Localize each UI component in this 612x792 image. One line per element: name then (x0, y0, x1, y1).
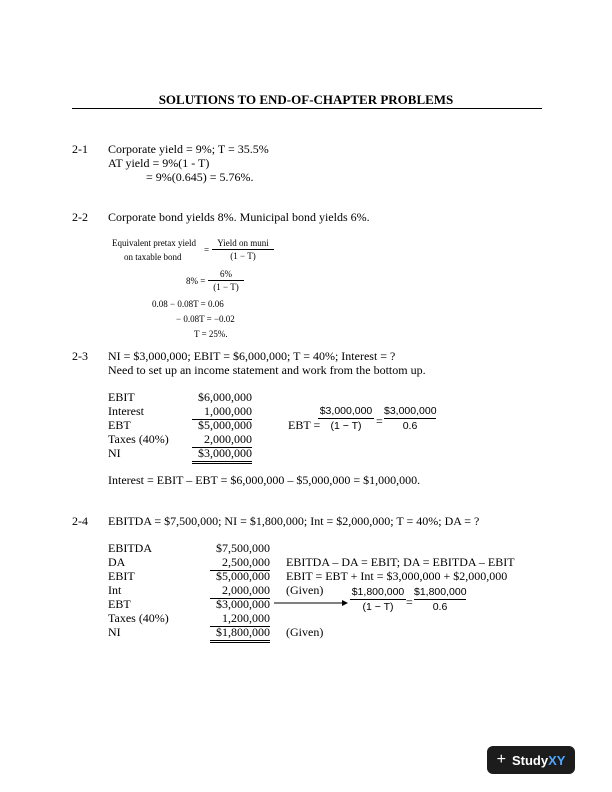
eq2-numerator: 6% (220, 269, 232, 279)
is-row-label: EBITDA (108, 541, 152, 555)
fraction-bar (350, 599, 406, 600)
is-row-value: $5,000,000 (216, 569, 270, 583)
is-row-value: 1,200,000 (210, 611, 270, 627)
ebt-fraction-1 (318, 405, 374, 432)
is-row-value: $5,000,000 (198, 418, 252, 432)
is-row-value: $1,800,000 (210, 625, 270, 643)
is-row-label: EBIT (108, 390, 135, 404)
is-row-label: EBIT (108, 569, 135, 583)
muni-fraction-denominator: (1 − T) (230, 251, 256, 261)
eq2-denominator: (1 − T) (213, 282, 239, 292)
eq2-lhs: 8% = (186, 276, 206, 286)
problem-2-1-line3: = 9%(0.645) = 5.76%. (146, 170, 254, 184)
ebt-fraction-1-numerator: $3,000,000 (319, 405, 373, 417)
problem-2-4-line1: EBITDA = $7,500,000; NI = $1,800,000; Int = $2,000,000; T = 40%; DA = ? (108, 514, 480, 528)
muni-fraction (212, 238, 274, 261)
problem-2-1-line1: Corporate yield = 9%; T = 35.5% (108, 142, 269, 156)
fraction-bar (384, 418, 436, 419)
is-row-value: $3,000,000 (216, 597, 270, 611)
ebt-eq-lhs: EBT = (288, 418, 321, 432)
is-row-value: 2,000,000 (210, 583, 270, 599)
brand-xy: XY (548, 752, 566, 768)
equals-sign: = (204, 245, 210, 255)
eq5: T = 25%. (194, 329, 228, 339)
title-rule (72, 108, 542, 109)
muni-fraction-numerator: Yield on muni (217, 238, 269, 248)
ebt-fraction-4-numerator: $1,800,000 (414, 586, 467, 598)
plus-icon: + (496, 751, 506, 768)
problem-2-3-line1: NI = $3,000,000; EBIT = $6,000,000; T = 40%; Interest = ? (108, 349, 396, 363)
equiv-yield-label-2: on taxable bond (124, 252, 182, 262)
ebt-fraction-3 (350, 586, 406, 613)
given-note-ni: (Given) (286, 625, 324, 639)
ebt-fraction-4-denominator: 0.6 (432, 601, 448, 613)
problem-2-1-line2: AT yield = 9%(1 - T) (108, 156, 210, 170)
page-title: SOLUTIONS TO END-OF-CHAPTER PROBLEMS (158, 92, 454, 107)
is-row-value: $7,500,000 (216, 541, 270, 555)
is-row-value: $6,000,000 (198, 390, 252, 404)
is-row-value: 2,000,000 (192, 432, 252, 448)
eq3: 0.08 − 0.08T = 0.06 (152, 299, 224, 309)
is-row-label: EBT (108, 597, 131, 611)
is-row-label: Taxes (40%) (108, 611, 169, 625)
is-row-label: Int (108, 583, 122, 597)
problem-2-4-number: 2-4 (72, 514, 88, 528)
arrow-to-fraction (272, 598, 348, 608)
fraction-bar (318, 418, 374, 419)
problem-2-2-number: 2-2 (72, 210, 88, 224)
problem-2-3-line2: Need to set up an income statement and work from the bottom up. (108, 363, 426, 377)
ebt-fraction-4 (414, 586, 466, 613)
ebt-fraction-1-denominator: (1 − T) (330, 420, 362, 432)
equals-sign: = (376, 414, 383, 428)
da-note: EBITDA – DA = EBIT; DA = EBITDA – EBIT (286, 555, 515, 569)
is-row-value: 2,500,000 (210, 555, 270, 571)
is-row-label: Taxes (40%) (108, 432, 169, 446)
eq4: − 0.08T = −0.02 (176, 314, 235, 324)
is-row-value: 1,000,000 (192, 404, 252, 420)
brand-study: Study (511, 752, 549, 768)
fraction-bar (414, 599, 466, 600)
equiv-yield-label-1: Equivalent pretax yield (112, 238, 196, 248)
studyxy-logo (487, 746, 575, 774)
fraction-bar (212, 249, 274, 250)
equals-sign: = (406, 595, 413, 609)
ebt-fraction-2-denominator: 0.6 (402, 420, 418, 432)
problem-2-1-number: 2-1 (72, 142, 88, 156)
is-row-label: NI (108, 625, 121, 639)
ebit-note: EBIT = EBT + Int = $3,000,000 + $2,000,000 (286, 569, 508, 583)
fraction-bar (208, 280, 244, 281)
interest-calculation: Interest = EBIT – EBT = $6,000,000 – $5,000,000 = $1,000,000. (108, 473, 421, 487)
eq2-fraction (208, 269, 244, 292)
ebt-fraction-2-numerator: $3,000,000 (384, 405, 437, 417)
problem-2-2-line1: Corporate bond yields 8%. Municipal bond yields 6%. (108, 210, 370, 224)
is-row-value: $3,000,000 (192, 446, 252, 464)
problem-2-3-number: 2-3 (72, 349, 88, 363)
is-row-label: NI (108, 446, 121, 460)
ebt-fraction-3-denominator: (1 − T) (362, 601, 394, 613)
ebt-fraction-2 (384, 405, 436, 432)
is-row-label: Interest (108, 404, 144, 418)
is-row-label: DA (108, 555, 126, 569)
is-row-label: EBT (108, 418, 131, 432)
given-note-int: (Given) (286, 583, 324, 597)
ebt-fraction-3-numerator: $1,800,000 (351, 586, 405, 598)
